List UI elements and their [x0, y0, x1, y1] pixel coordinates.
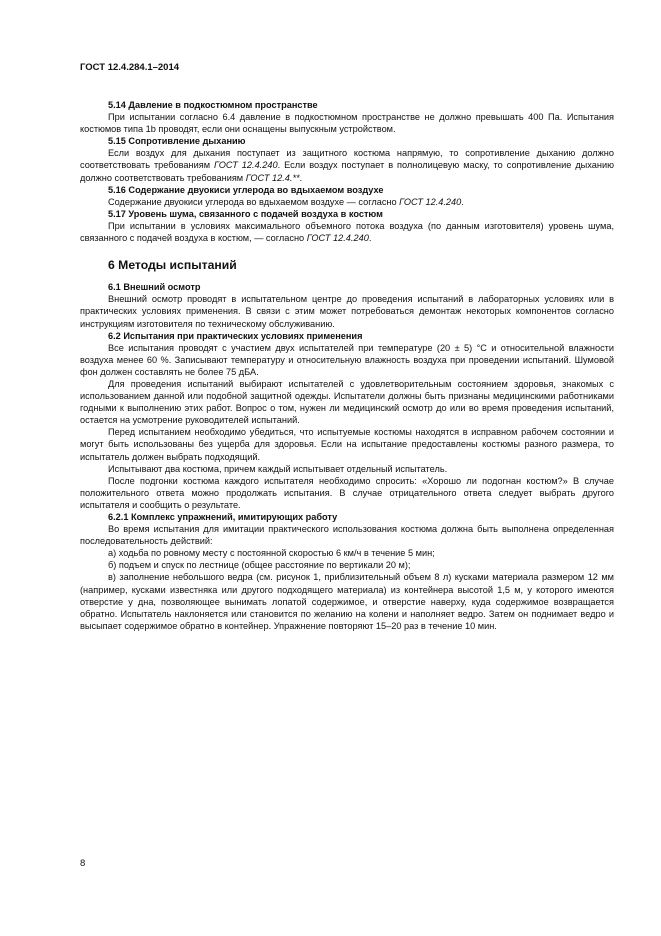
text-segment: . [368, 233, 372, 244]
list-item: в) заполнение небольшого ведра (см. рисунок 1, приблизительный объем 8 л) кусками материала размером 12 мм (например, кусками известняка или другого подходящего материала) из контейнера высотой 1,5 м, у которого имеются отверстие у дна, позволяющее вынимать лопатой содержимое, и отверстие наверху, куда содержимое возвращается обратно. Испытатель наклоняется или становится по желанию на колени и наполняет ведро. Затем он поднимает ведро и высыпает содержимое обратно в контейнер. Упражнение повторяют 15–20 раз в течение 10 мин. [80, 572, 614, 631]
text-segment: Если воздух для дыхания поступает из защитного костюма напрямую, то сопротивление дыханию должно соответствовать требованиям [80, 148, 614, 171]
paragraph-6-2-1: Все испытания проводят с участием двух испытателей при температуре (20 ± 5) °С и относительной влажности воздуха менее 60 %. Записывают температуру и относительную влажность воздуха при проведении испытаний. Шумовой фон должен составлять не более 75 дБА. [80, 342, 614, 377]
standard-reference: ГОСТ 12.4.** [245, 172, 300, 183]
paragraph-5-16 [80, 196, 614, 208]
list-item: а) ходьба по ровному месту с постоянной скоростью 6 км/ч в течение 5 мин; [108, 548, 435, 559]
heading-5-17: 5.17 Уровень шума, связанного с подачей воздуха в костюм [108, 208, 383, 219]
page-header: ГОСТ 12.4.284.1–2014 [80, 62, 180, 73]
standard-reference: ГОСТ 12.4.240 [306, 233, 369, 244]
paragraph-5-17 [80, 220, 614, 244]
heading-6-1: 6.1 Внешний осмотр [108, 282, 201, 293]
paragraph-5-15 [80, 147, 614, 183]
document-body [80, 99, 614, 632]
text-segment: . [299, 172, 303, 183]
page-number: 8 [80, 858, 86, 869]
list-item: б) подъем и спуск по лестнице (общее расстояние по вертикали 20 м); [108, 560, 411, 571]
paragraph-6-2-5: После подгонки костюма каждого испытателя необходимо спросить: «Хорошо ли подогнан костюм?» В случае положительного ответа можно продолжать испытания. В случае отрицательного ответа следует выбрать другого испытателя и сообщить о результате. [80, 475, 614, 510]
text-segment: . Если воздух поступает в полнолицевую маску, то сопротивление дыханию должно соответствовать требованиям [80, 160, 614, 183]
section-title-6: 6 Методы испытаний [108, 258, 237, 273]
paragraph-6-2-3: Перед испытанием необходимо убедиться, что испытуемые костюмы находятся в исправном рабочем состоянии и могут быть использованы без ущерба для здоровья. Если на испытание предоставлены костюмы разного размера, то испытатель должен выбрать подходящий. [80, 427, 614, 462]
paragraph-6-1: Внешний осмотр проводят в испытательном центре до проведения испытаний в лабораторных условиях или в практических условиях применения. В связи с этим может потребоваться демонтаж некоторых компонентов согласно инструкциям изготовителя по техническому обслуживанию. [80, 294, 614, 329]
heading-5-15: 5.15 Сопротивление дыханию [108, 136, 246, 147]
standard-reference: ГОСТ 12.4.240 [214, 160, 278, 171]
heading-5-16: 5.16 Содержание двуокиси углерода во вдыхаемом воздухе [108, 184, 384, 195]
heading-6-2-1: 6.2.1 Комплекс упражнений, имитирующих работу [108, 512, 338, 522]
text-segment: При испытании в условиях максимального объемного потока воздуха (по данным изготовителя) уровень шума, связанного с подачей воздуха в костюм, — согласно [80, 220, 614, 244]
paragraph-6-2-1-intro: Во время испытания для имитации практического использования костюма должна быть выполнена определенная последовательность действий: [80, 524, 614, 547]
standard-reference: ГОСТ 12.4.240 [399, 196, 462, 207]
heading-5-14: 5.14 Давление в подкостюмном пространстве [108, 100, 318, 110]
heading-6-2: 6.2 Испытания при практических условиях применения [108, 330, 363, 341]
text-segment: . [461, 196, 464, 207]
paragraph-5-14: При испытании согласно 6.4 давление в подкостюмном пространстве не должно превышать 400 Па. Испытания костюмов типа 1b проводят, если они оснащены выпускным устройством. [80, 112, 614, 135]
paragraph-6-2-2: Для проведения испытаний выбирают испытателей с удовлетворительным состоянием здоровья, знакомых с использованием данной или подобной защитной одежды. Испытатели должны быть признаны медицинскими работниками годными к выполнению этих работ. Вопрос о том, нужен ли медицинский осмотр до или во время проведения испытаний, остается на усмотрение руководителей испытаний. [80, 378, 614, 426]
paragraph-6-2-4: Испытывают два костюма, причем каждый испытывает отдельный испытатель. [108, 463, 448, 474]
text-segment: Содержание двуокиси углерода во вдыхаемом воздухе — согласно [108, 196, 400, 207]
